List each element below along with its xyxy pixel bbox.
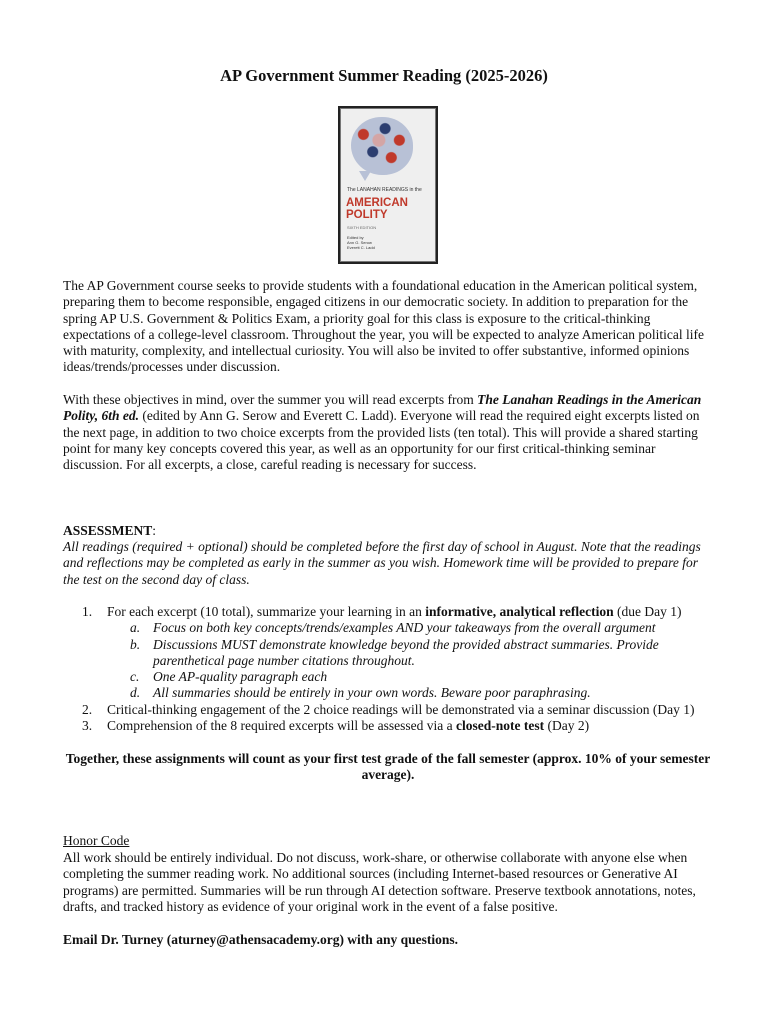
list-item-number: 1. <box>82 604 93 619</box>
list-item-text <box>107 604 722 620</box>
list-item <box>82 604 722 620</box>
honor-code-heading: Honor Code <box>63 833 130 848</box>
sub-item-text: One AP-quality paragraph each <box>153 669 328 685</box>
list-item-bold: informative, analytical reflection <box>425 604 614 619</box>
cover-main-title: AMERICAN POLITY <box>346 197 408 221</box>
sub-list-item <box>82 685 722 701</box>
list-item-text: Critical-thinking engagement of the 2 choice readings will be demonstrated via a seminar discussion (Day 1) <box>107 701 695 717</box>
cover-editors <box>347 235 417 250</box>
list-item-text <box>107 718 722 734</box>
sub-list-item <box>82 637 722 670</box>
sub-item-letter: d. <box>130 685 141 701</box>
list-item-pre: Comprehension of the 8 required excerpts will be assessed via a <box>107 718 457 734</box>
intro-paragraph-2 <box>63 392 713 473</box>
contact-email-line: Email Dr. Turney (aturney@athensacademy.org) with any questions. <box>63 932 458 947</box>
sub-item-letter: c. <box>130 669 140 685</box>
cover-editor-2: Everett C. Ladd <box>347 245 375 250</box>
assessment-body: All readings (required + optional) should be completed before the first day of school in August. Note that the readings and reflections may be completed as early in the summer as you wish. Homework time will be provided to prepare for the test on the second day of class. <box>63 539 701 587</box>
book-title: The Lanahan Readings in the American Polity, 6th ed. <box>63 392 702 424</box>
sub-item-text: Focus on both key concepts/trends/examples AND your takeaways from the overall argument <box>153 620 656 636</box>
assessment-heading-text: ASSESSMENT <box>63 523 153 538</box>
book-cover-image <box>340 108 436 262</box>
sub-item-letter: b. <box>130 636 141 652</box>
cover-edition: SIXTH EDITION <box>347 225 377 230</box>
intro-p2-rest: (edited by Ann G. Serow and Everett C. Ladd). Everyone will read the required eight excerpts listed on the next page, in addition to two choice excerpts from the provided lists (ten total). This will provide a shared starting point for many key concepts covered this year, as well as an opportunity for our first critical-thinking seminar discussion. For all excerpts, a close, careful reading is necessary for success. <box>63 408 700 473</box>
sub-list-item <box>82 620 722 636</box>
cover-editor-1: Ann G. Serow <box>347 240 372 245</box>
sub-item-letter: a. <box>130 620 141 636</box>
speech-bubble-graphic <box>351 117 413 175</box>
assessment-heading-colon: : <box>152 523 157 538</box>
list-item-number: 2. <box>82 701 93 717</box>
assessment-list <box>82 604 722 734</box>
sub-item-text: All summaries should be entirely in your own words. Beware poor paraphrasing. <box>153 685 591 701</box>
list-item-number: 3. <box>82 718 93 734</box>
list-item <box>82 718 722 734</box>
intro-paragraph-1: The AP Government course seeks to provide students with a foundational education in the American political system, preparing them to become responsible, engaged citizens in our democratic society. In addition to preparation for the spring AP U.S. Government & Politics Exam, a priority goal for this class is exposure to the critical-thinking expectations of a college-level classroom. Throughout the year, you will be expected to analyze American political life with maturity, complexity, and intellectual curiosity. You will also be invited to offer substantive, informed opinions ideas/trends/processes under discussion. <box>63 278 704 375</box>
assessment-heading <box>63 523 713 539</box>
list-item-post: (due Day 1) <box>613 604 682 619</box>
intro-p2-lead: With these objectives in mind, over the summer you will read excerpts from <box>63 392 478 407</box>
list-item-bold: closed-note test <box>456 718 545 734</box>
list-item-pre: For each excerpt (10 total), summarize your learning in an <box>107 604 426 619</box>
sub-item-text: Discussions MUST demonstrate knowledge beyond the provided abstract summaries. Provide parenthetical page number citations throughout. <box>153 636 659 668</box>
page-title: AP Government Summer Reading (2025-2026) <box>220 66 548 85</box>
grade-weight-statement: Together, these assignments will count as your first test grade of the fall semester (approx. 10% of your semester average). <box>65 751 711 783</box>
list-item-post: (Day 2) <box>544 718 590 734</box>
speech-bubble-tail <box>359 171 371 181</box>
cover-subtitle: The LANAHAN READINGS in the <box>347 187 422 193</box>
sub-list-item <box>82 669 722 685</box>
list-item <box>82 702 722 718</box>
cover-editors-label: Edited by <box>347 235 364 240</box>
honor-code-body: All work should be entirely individual. Do not discuss, work-share, or otherwise collaborate with anyone else when completing the summer reading work. No additional sources (including Internet-based resources or Generative AI programs) are permitted. Summaries will be run through AI detection software. Preserve textbook annotations, notes, drafts, and tracked history as evidence of your original work in the event of a false positive. <box>63 850 696 914</box>
